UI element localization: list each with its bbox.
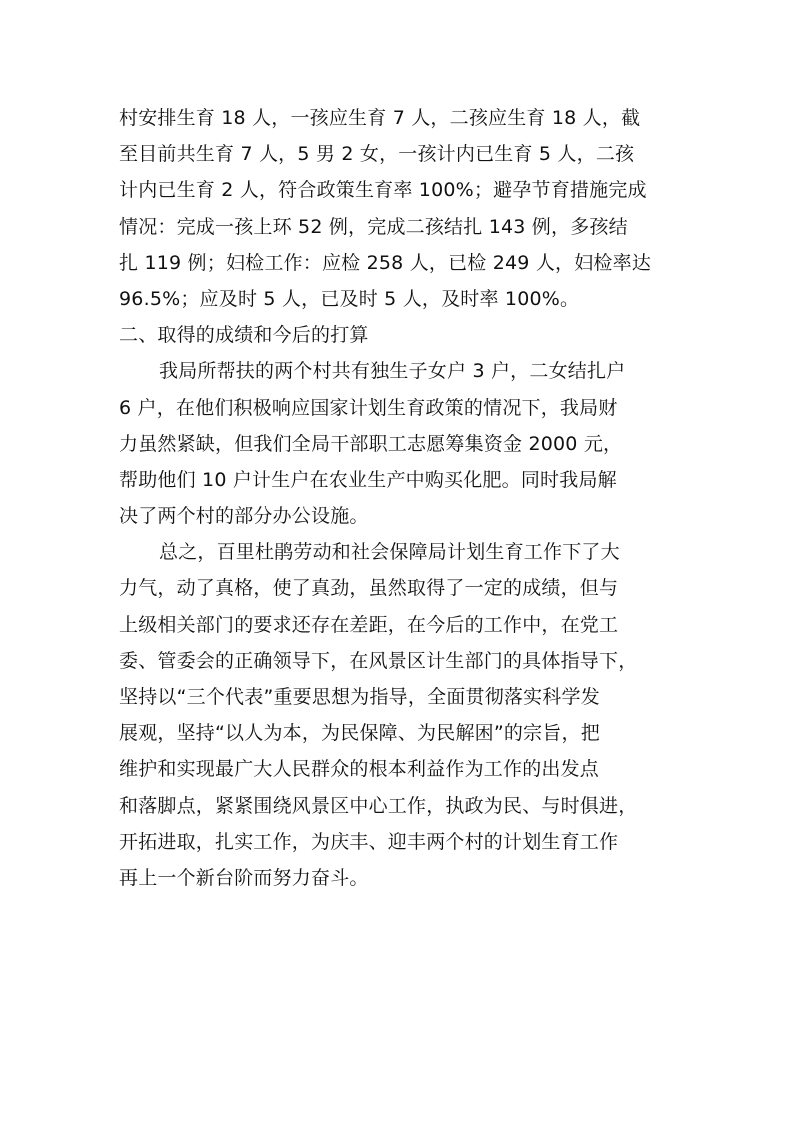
paragraph-achievements: [119, 353, 679, 534]
text-line: 计内已生育 2 人，符合政策生育率 100%；避孕节育措施完成: [119, 179, 647, 202]
text-line: 村安排生育 18 人，一孩应生育 7 人，二孩应生育 18 人，截: [119, 107, 641, 129]
text-line: 力气，动了真格，使了真劲，虽然取得了一定的成绩，但与: [119, 577, 619, 600]
section-heading: 二、取得的成绩和今后的打算: [119, 324, 369, 347]
text-line: 上级相关部门的要求还存在差距，在今后的工作中，在党工: [119, 613, 619, 636]
text-line: 力虽然紧缺，但我们全局干部职工志愿筹集资金 2000 元，: [119, 432, 623, 455]
text-line: 情况：完成一孩上环 52 例，完成二孩结扎 143 例，多孩结: [119, 215, 628, 238]
text-line: 扎 119 例；妇检工作：应检 258 人，已检 249 人，妇检率达: [119, 251, 652, 274]
paragraph-statistics: [119, 100, 679, 317]
text-line: 帮助他们 10 户计生户在农业生产中购买化肥。同时我局解: [119, 468, 617, 491]
text-line: 总之，百里杜鹃劳动和社会保障局计划生育工作下了大: [159, 541, 620, 564]
text-line: 坚持以“三个代表”重要思想为指导，全面贯彻落实科学发: [119, 686, 600, 708]
text-line: 开拓进取，扎实工作，为庆丰、迎丰两个村的计划生育工作: [119, 830, 619, 853]
text-line: 维护和实现最广大人民群众的根本利益作为工作的出发点: [119, 758, 600, 781]
text-line: 和落脚点，紧紧围绕风景区中心工作，执政为民、与时俱进，: [119, 794, 638, 817]
document-body: [119, 100, 679, 896]
paragraph-summary: [119, 534, 679, 896]
text-line: 展观，坚持“以人为本，为民保障、为民解困”的宗旨，把: [119, 722, 600, 745]
text-line: 再上一个新台阶而努力奋斗。: [119, 866, 369, 889]
text-line: 委、管委会的正确领导下，在风景区计生部门的具体指导下，: [119, 649, 638, 672]
text-line: 决了两个村的部分办公设施。: [119, 505, 369, 528]
text-line: 6 户，在他们积极响应国家计划生育政策的情况下，我局财: [119, 396, 618, 419]
text-line: 96.5%；应及时 5 人，已及时 5 人，及时率 100%。: [119, 287, 580, 310]
text-line: 至目前共生育 7 人，5 男 2 女，一孩计内已生育 5 人，二孩: [119, 143, 635, 166]
text-line: 我局所帮扶的两个村共有独生子女户 3 户，二女结扎户: [159, 360, 626, 383]
